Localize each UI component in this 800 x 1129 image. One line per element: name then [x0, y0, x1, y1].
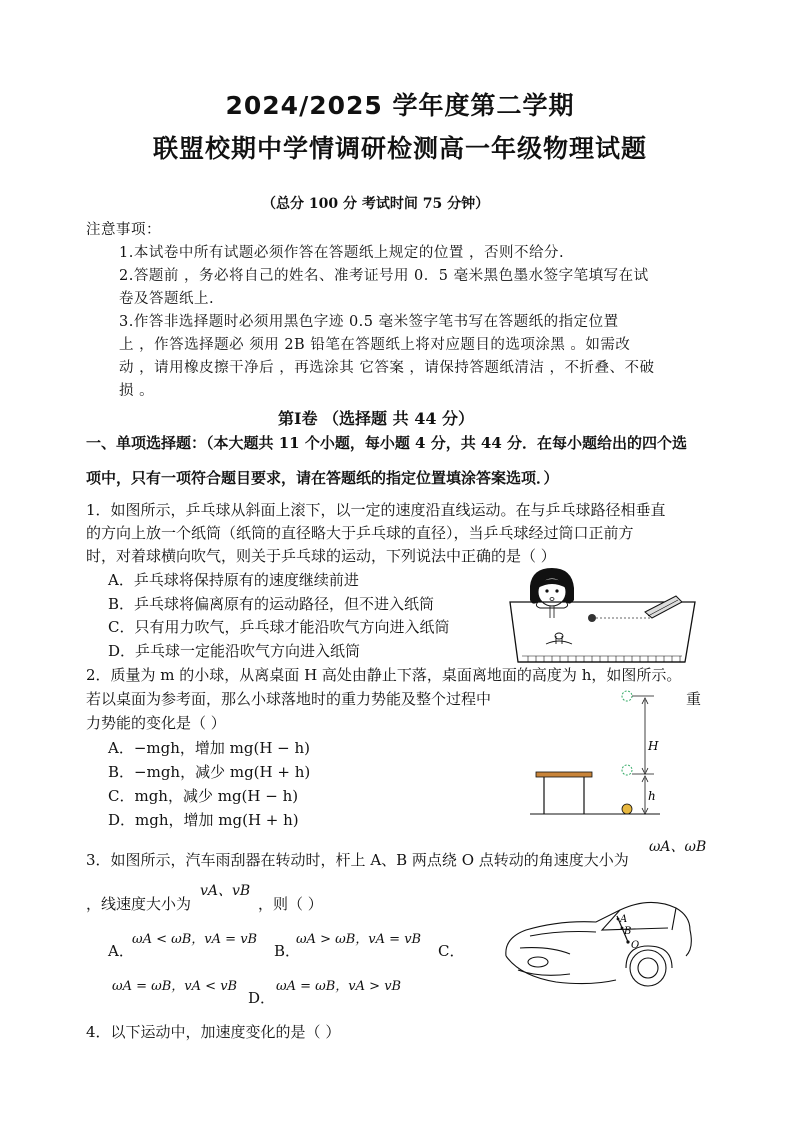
- q3-stem-1: 3．如图所示，汽车雨刮器在转动时，杆上 A、B 两点绕 O 点转动的角速度大小为: [86, 851, 629, 869]
- point-B-label: B: [624, 926, 632, 937]
- notice-item-2b: 卷及答题纸上.: [119, 291, 215, 307]
- section-instructions-a: 一、单项选择题：（本大题共 11 个小题，每小题 4 分，共 44 分．在每小题给出的四个选: [86, 434, 688, 452]
- q3-option-b: ωA > ωB，vA = vB: [296, 932, 422, 947]
- q4-stem-1: 4．以下运动中，加速度变化的是（ ）: [86, 1023, 341, 1041]
- q1-stem-1: 1．如图所示，乒乓球从斜面上滚下，以一定的速度沿直线运动。在与乒乓球路径相垂直: [86, 501, 666, 519]
- q3-v-label: vA、vB: [200, 883, 251, 899]
- q3-car-wiper-figure: [500, 886, 700, 998]
- q2-option-d: D．mgh，增加 mg(H + h): [108, 811, 299, 829]
- front-wheel: [630, 950, 666, 986]
- q3-stem-2-pre: ，线速度大小为: [86, 895, 192, 913]
- notice-item-3b: 上 ，作答选择题必 须用 2B 铅笔在答题纸上将对应题目的选项涂黑 。如需改: [119, 337, 631, 353]
- q3-option-a-label: A．: [108, 942, 134, 960]
- table-top: [536, 772, 592, 777]
- notice-heading: 注意事项：: [86, 222, 161, 238]
- ball-mid: [622, 765, 632, 775]
- notice-item-3c: 动 ，请用橡皮擦干净后 ，再选涂其 它答案 ，请保持答题纸清洁 ，不折叠、不破: [119, 360, 655, 376]
- q3-option-b-label: B．: [274, 942, 301, 960]
- q3-stem-2-post: ，则（ ）: [258, 895, 323, 913]
- notice-item-3a: 3.作答非选择题时必须用黑色字迹 0.5 毫米签字笔书写在答题纸的指定位置: [119, 314, 619, 330]
- q2-option-c: C．mgh，减少 mg(H − h): [108, 787, 299, 805]
- q3-option-a: ωA < ωB，vA = vB: [132, 932, 258, 947]
- point-A-label: A: [620, 914, 628, 925]
- label-h: h: [648, 789, 656, 803]
- q3-option-c: ωA = ωB，vA < vB: [112, 979, 238, 994]
- title-line-1: 2024/2025 学年度第二学期: [225, 91, 575, 120]
- q2-option-b: B．−mgh，减少 mg(H + h): [108, 763, 311, 781]
- q1-pingpong-figure: [500, 566, 700, 670]
- q1-stem-3: 时，对着球横向吹气，则关于乒乓球的运动，下列说法中正确的是（ ）: [86, 547, 556, 565]
- q1-stem-2: 的方向上放一个纸筒（纸筒的直径略大于乒乓球的直径），当乒乓球经过筒口正前方: [86, 524, 634, 542]
- label-H: H: [648, 739, 659, 753]
- q2-falling-ball-figure: [530, 686, 670, 818]
- ball-ground: [622, 804, 632, 814]
- q2-option-a: A．−mgh，增加 mg(H − h): [108, 739, 311, 757]
- notice-item-1: 1.本试卷中所有试题必须作答在答题纸上规定的位置 ，否则不给分.: [119, 245, 565, 261]
- notice-item-3d: 损 。: [119, 383, 155, 399]
- section-title: 第Ⅰ卷 （选择题 共 44 分）: [278, 409, 475, 428]
- pingpong-ball: [588, 614, 596, 622]
- q2-stem-2: 若以桌面为参考面，那么小球落地时的重力势能及整个过程中: [86, 690, 492, 708]
- ruler-ticks: [522, 656, 682, 662]
- q1-option-a: A．乒乓球将保持原有的速度继续前进: [108, 571, 359, 589]
- q3-option-c-label: C．: [438, 942, 465, 960]
- paper-tube: [546, 633, 572, 644]
- point-O-label: O: [631, 940, 640, 951]
- notice-item-2a: 2.答题前 ，务必将自己的姓名、准考证号用 0．5 毫米黑色墨水签字笔填写在试: [119, 268, 649, 284]
- q3-option-d: ωA = ωB，vA > vB: [276, 979, 402, 994]
- ball-start: [622, 691, 632, 701]
- q2-stem-2-tail: 重: [686, 690, 702, 708]
- q2-stem-3: 力势能的变化是（ ）: [86, 714, 226, 732]
- q1-option-c: C．只有用力吹气，乒乓球才能沿吹气方向进入纸筒: [108, 618, 450, 636]
- q3-omega-label: ωA、ωB: [649, 839, 707, 855]
- section-instructions-b: 项中，只有一项符合题目要求，请在答题纸的指定位置填涂答案选项．）: [86, 469, 559, 487]
- q3-option-d-label: D．: [248, 989, 276, 1007]
- q1-option-d: D．乒乓球一定能沿吹气方向进入纸筒: [108, 642, 361, 660]
- title-line-2: 联盟校期中学情调研检测高一年级物理试题: [152, 134, 647, 163]
- exam-info: （总分 100 分 考试时间 75 分钟）: [262, 196, 490, 212]
- headlight: [528, 957, 548, 967]
- q1-option-b: B．乒乓球将偏离原有的运动路径，但不进入纸筒: [108, 595, 435, 613]
- q2-stem-1: 2．质量为 m 的小球，从离桌面 H 高处由静止下落，桌面离地面的高度为 h，如图所示。: [86, 666, 682, 684]
